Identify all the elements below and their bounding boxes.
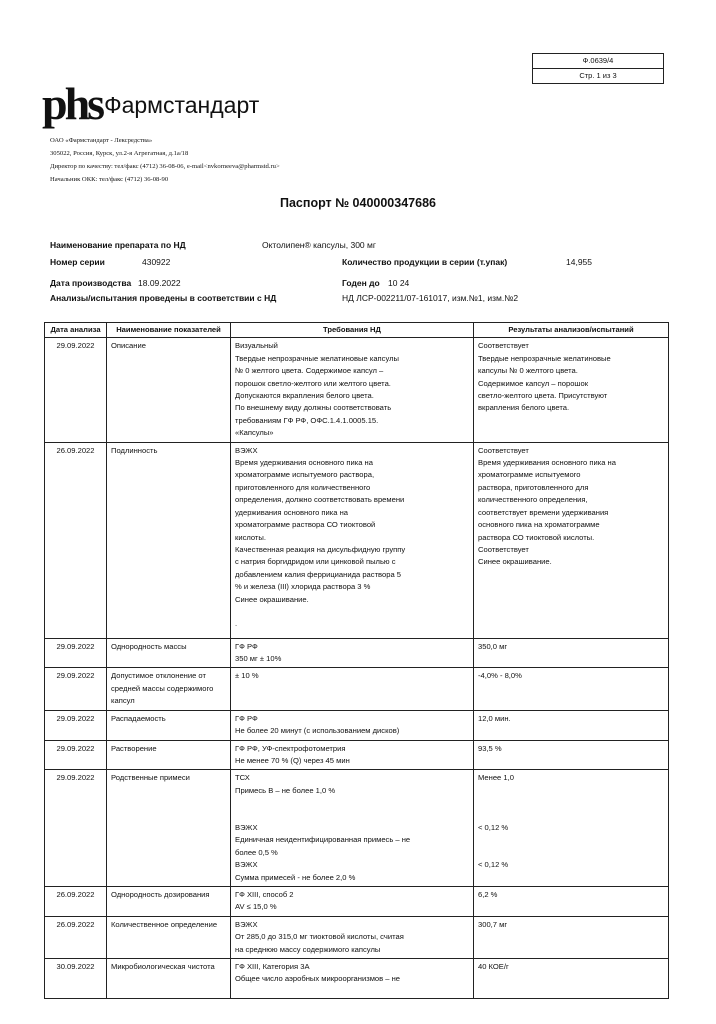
requirement-line: ± 10 % [235,671,259,681]
table-row [45,958,669,998]
result-line: Время удерживания основного пика на [478,458,616,468]
header-results: Результаты анализов/испытаний [474,323,669,338]
okk-contact: Начальник ОКК: тел/факс (4712) 36-08-90 [50,176,169,183]
row-results [474,916,669,958]
row-results [474,886,669,916]
requirement-line: Не менее 70 % (Q) через 45 мин [235,755,350,765]
result-line: -4,0% - 8,0% [478,671,522,681]
requirement-line: Не более 20 минут (с использованием дисков) [235,726,400,736]
requirement-line: ГФ XIII, Категория 3А [235,961,310,971]
requirement-line: Визуальный [235,341,278,351]
result-line [478,797,664,809]
result-line: Твердые непрозрачные желатиновые [478,353,611,363]
page-title: Паспорт № 040000347686 [280,196,436,210]
company-name: ОАО «Фармстандарт - Лексредства» [50,137,153,144]
row-name: Микробиологическая чистота [107,958,231,998]
analysis-basis-label: Анализы/испытания проведены в соответствии с НД [50,293,277,303]
result-line: раствора СО тиоктовой кислоты. [478,532,595,542]
logo-brand: Фармстандарт [104,91,260,118]
table-row [45,770,669,887]
requirement-line: ВЭЖХ [235,445,258,455]
table-row [45,638,669,668]
requirement-line: ГФ РФ, УФ-спектрофотометрия [235,743,346,753]
requirement-line: Допускаются вкрапления белого цвета. [235,391,374,401]
row-date: 29.09.2022 [45,770,107,887]
header-requirements: Требования НД [231,323,474,338]
requirement-line: ВЭЖХ [235,860,258,870]
row-date: 29.09.2022 [45,638,107,668]
production-date-label: Дата производства [50,278,132,288]
result-line: 12,0 мин. [478,713,511,723]
result-line [478,810,664,822]
row-results [474,958,669,998]
result-line: 40 КОЕ/г [478,961,509,971]
requirement-line: Единичная неидентифицированная примесь – не [235,835,411,845]
result-line: Соответствует [478,445,529,455]
result-line: светло-желтого цвета. Присутствуют [478,391,608,401]
row-name: Однородность массы [107,638,231,668]
results-table [44,322,669,999]
row-results [474,668,669,710]
drug-value: Октолипен® капсулы, 300 мг [262,240,376,250]
requirement-line: определения, должно соответствовать времени [235,495,405,505]
requirement-line: удерживания основного пика на [235,507,348,517]
row-requirements [231,442,474,638]
table-row [45,916,669,958]
result-line: 6,2 % [478,889,498,899]
requirement-line: ВЭЖХ [235,919,258,929]
row-date: 26.09.2022 [45,442,107,638]
expiry-value: 10 24 [388,278,410,288]
row-date: 29.09.2022 [45,338,107,442]
drug-label: Наименование препарата по НД [50,240,186,250]
requirement-line: ГФ XIII, способ 2 [235,889,294,899]
result-line: Соответствует [478,341,529,351]
row-name: Родственные примеси [107,770,231,887]
row-name: Однородность дозирования [107,886,231,916]
requirement-line: Качественная реакция на дисульфидную группу [235,544,406,554]
result-line: соответствует времени удерживания [478,507,609,517]
row-date: 30.09.2022 [45,958,107,998]
row-date: 29.09.2022 [45,740,107,770]
requirement-line: Общее число аэробных микроорганизмов – не [235,974,401,984]
result-line: основного пика на хроматограмме [478,520,600,530]
requirement-line: более 0,5 % [235,847,278,857]
row-requirements [231,638,474,668]
row-results [474,442,669,638]
row-results [474,638,669,668]
requirement-line: От 285,0 до 315,0 мг тиоктовой кислоты, считая [235,932,404,942]
table-row [45,442,669,638]
table-row [45,668,669,710]
row-requirements [231,338,474,442]
result-line [478,847,664,859]
quantity-label: Количество продукции в серии (т.упак) [342,257,508,267]
requirement-line [235,797,469,809]
form-code-box [532,53,664,84]
header-date: Дата анализа [45,323,107,338]
analysis-basis-value: НД ЛСР-002211/07-161017, изм.№1, изм.№2 [342,293,519,303]
row-requirements [231,740,474,770]
row-requirements [231,770,474,887]
row-requirements [231,710,474,740]
row-results [474,770,669,887]
row-results [474,338,669,442]
result-line: вкрапления белого цвета. [478,403,570,413]
series-label: Номер серии [50,257,105,267]
result-line: Синее окрашивание. [478,557,552,567]
table-header-row [45,323,669,338]
result-line: капсулы № 0 желтого цвета. [478,366,578,376]
result-line: < 0,12 % [478,822,509,832]
requirement-line: кислоты. [235,532,266,542]
requirement-line [235,810,469,822]
result-line: Менее 1,0 [478,773,514,783]
result-line: 350,0 мг [478,641,508,651]
requirement-line: на среднюю массу содержимого капсулы [235,944,381,954]
row-name: Количественное определение [107,916,231,958]
row-name: Распадаемость [107,710,231,740]
quantity-value: 14,955 [566,257,592,267]
form-code: Ф.0639/4 [582,56,614,65]
requirement-line: По внешнему виду должны соответствовать [235,403,392,413]
page-number: Стр. 1 из 3 [533,68,663,83]
requirement-line: хроматограмме раствора СО тиоктовой [235,520,376,530]
requirement-line: Синее окрашивание. [235,594,309,604]
result-line: раствора, приготовленного для [478,482,589,492]
row-name: Допустимое отклонение от средней массы содержимого капсул [107,668,231,710]
requirement-line: Примесь В – не более 1,0 % [235,785,336,795]
logo-mark: phs [42,78,103,129]
table-row [45,710,669,740]
header-name: Наименование показателей [107,323,231,338]
result-line: 93,5 % [478,743,502,753]
requirement-line: Сумма примесей - не более 2,0 % [235,872,356,882]
requirement-line: 350 мг ± 10% [235,654,282,664]
row-name: Растворение [107,740,231,770]
result-line: хроматограмме испытуемого [478,470,581,480]
row-name: Подлинность [107,442,231,638]
row-date: 26.09.2022 [45,916,107,958]
row-requirements [231,958,474,998]
production-date-value: 18.09.2022 [138,278,181,288]
series-value: 430922 [142,257,171,267]
result-line [478,834,664,846]
requirement-line: ГФ РФ [235,713,258,723]
table-row [45,740,669,770]
requirement-line: хроматограмме испытуемого раствора, [235,470,375,480]
result-line [478,871,664,883]
requirement-line: приготовленного для количественного [235,482,371,492]
requirement-line: ТСХ [235,773,250,783]
row-date: 29.09.2022 [45,668,107,710]
result-line: 300,7 мг [478,919,508,929]
company-logo [42,78,260,129]
row-results [474,710,669,740]
result-line [478,785,664,797]
requirement-line: порошок светло-желтого или желтого цвета. [235,378,391,388]
requirement-line: добавлением калия феррицианида раствора 5 [235,569,402,579]
expiry-label: Годен до [342,278,380,288]
director-contact: Директор по качеству: тел/факс (4712) 36-08-06, e-mail<nvkorneeva@pharmstd.ru> [50,163,280,170]
row-requirements [231,886,474,916]
row-date: 26.09.2022 [45,886,107,916]
requirement-line: «Капсулы» [235,428,274,438]
result-line: Соответствует [478,544,529,554]
row-name: Описание [107,338,231,442]
requirement-line: Твердые непрозрачные желатиновые капсулы [235,353,399,363]
result-line: количественного определения, [478,495,588,505]
requirement-line: . [235,619,238,629]
requirement-line: Время удерживания основного пика на [235,458,373,468]
requirement-line [235,606,469,618]
row-requirements [231,916,474,958]
requirement-line: № 0 желтого цвета. Содержимое капсул – [235,366,384,376]
result-line: < 0,12 % [478,860,509,870]
requirement-line: ВЭЖХ [235,822,258,832]
requirement-line: требованиям ГФ РФ, ОФС.1.4.1.0005.15. [235,415,379,425]
requirement-line: AV ≤ 15,0 % [235,902,277,912]
company-info [50,134,280,186]
row-requirements [231,668,474,710]
result-line: Содержимое капсул – порошок [478,378,589,388]
row-date: 29.09.2022 [45,710,107,740]
row-results [474,740,669,770]
table-row [45,338,669,442]
table-row [45,886,669,916]
requirement-line: % и железа (III) хлорида раствора 3 % [235,582,371,592]
requirement-line: с натрия боргидридом или цинковой пылью с [235,557,396,567]
requirement-line: ГФ РФ [235,641,258,651]
company-address: 305022, Россия, Курск, ул.2-я Агрегатная, д.1а/18 [50,150,189,157]
